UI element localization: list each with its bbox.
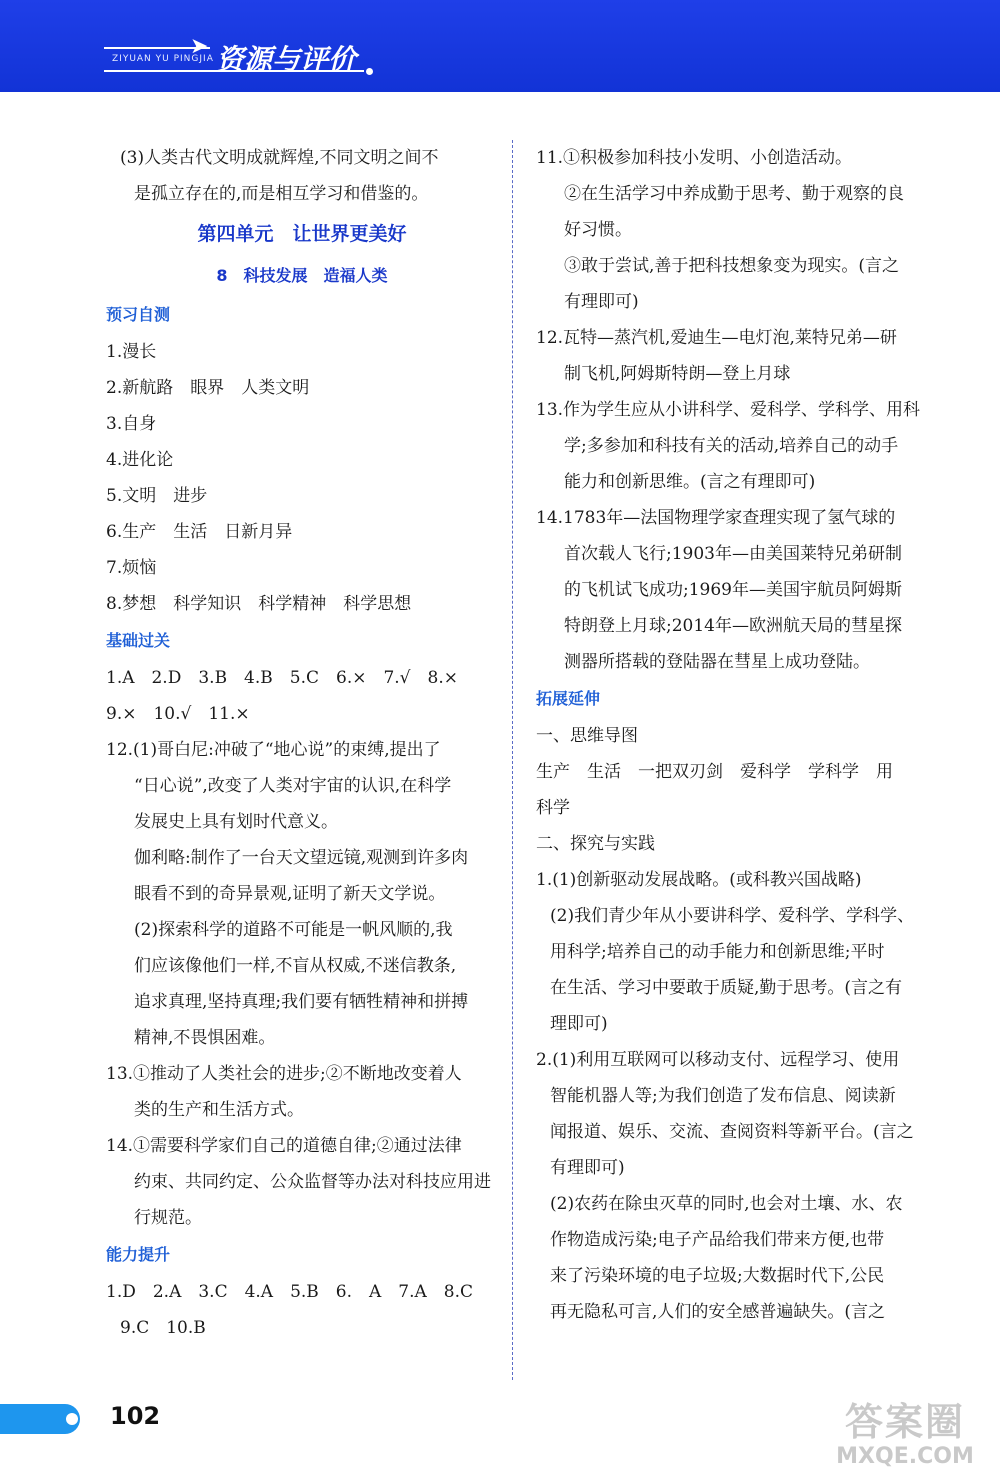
- answer-line: 好习惯。: [564, 220, 632, 240]
- arrow-icon: ➤: [190, 34, 209, 59]
- answer-line: 12.瓦特—蒸汽机,爱迪生—电灯泡,莱特兄弟—研: [536, 328, 897, 348]
- header-pinyin: ZIYUAN YU PINGJIA: [112, 54, 214, 64]
- answer-line: 1.D 2.A 3.C 4.A 5.B 6. A 7.A 8.C: [106, 1282, 474, 1302]
- answer-line: 2.新航路 眼界 人类文明: [106, 378, 310, 398]
- unit-title: 第四单元 让世界更美好: [197, 223, 407, 245]
- watermark-text: 答案圈: [844, 1400, 965, 1444]
- answer-line: 5.文明 进步: [106, 486, 208, 506]
- answer-line: 眼看不到的奇异景观,证明了新天文学说。: [134, 884, 446, 904]
- answer-line: 发展史上具有划时代意义。: [134, 812, 338, 832]
- answer-line: 11.①积极参加科技小发明、小创造活动。: [536, 148, 853, 168]
- lesson-title: 8 科技发展 造福人类: [216, 266, 388, 285]
- answer-line: 二、探究与实践: [536, 834, 655, 854]
- watermark-logo: [820, 1400, 990, 1474]
- answer-line: 约束、共同约定、公众监督等办法对科技应用进: [134, 1172, 491, 1192]
- answer-line: 2.(1)利用互联网可以移动支付、远程学习、使用: [536, 1050, 900, 1070]
- answer-line: 行规范。: [134, 1208, 202, 1228]
- answer-line: 精神,不畏惧困难。: [134, 1028, 276, 1048]
- answer-line: 智能机器人等;为我们创造了发布信息、阅读新: [550, 1086, 896, 1106]
- answer-line: 14.①需要科学家们自己的道德自律;②通过法律: [106, 1136, 462, 1156]
- answer-line: 类的生产和生活方式。: [134, 1100, 304, 1120]
- answer-line: 有理即可): [550, 1158, 625, 1178]
- column-divider: [512, 140, 513, 1380]
- answer-line: 来了污染环境的电子垃圾;大数据时代下,公民: [550, 1266, 885, 1286]
- answer-line: 首次载人飞行;1903年—由美国莱特兄弟研制: [564, 544, 902, 564]
- answer-line: 再无隐私可言,人们的安全感普遍缺失。(言之: [550, 1302, 886, 1322]
- answer-line: 8.梦想 科学知识 科学精神 科学思想: [106, 594, 412, 614]
- answer-line: 伽利略:制作了一台天文望远镜,观测到许多肉: [134, 848, 469, 868]
- right-column: [536, 140, 932, 1330]
- answer-line: 是孤立存在的,而是相互学习和借鉴的。: [134, 184, 429, 204]
- page-header-band: [0, 0, 1000, 92]
- answer-line: 用科学;培养自己的动手能力和创新思维;平时: [550, 942, 885, 962]
- section-heading: 能力提升: [106, 1245, 171, 1264]
- answer-line: (2)农药在除虫灭草的同时,也会对土壤、水、农: [550, 1194, 903, 1214]
- answer-line: 4.进化论: [106, 450, 174, 470]
- answer-line: 能力和创新思维。(言之有理即可): [564, 472, 816, 492]
- answer-line: 1.漫长: [106, 342, 157, 362]
- answer-line: 理即可): [550, 1014, 608, 1034]
- footer-dot-icon: [66, 1413, 78, 1425]
- answer-line: 的飞机试飞成功;1969年—美国宇航员阿姆斯: [564, 580, 902, 600]
- answer-line: 学;多参加和科技有关的活动,培养自己的动手: [564, 436, 899, 456]
- answer-line: 科学: [536, 798, 570, 818]
- page-number: 102: [110, 1402, 161, 1430]
- answer-line: 测器所搭载的登陆器在彗星上成功登陆。: [564, 652, 870, 672]
- answer-line: (3)人类古代文明成就辉煌,不同文明之间不: [120, 148, 439, 168]
- answer-line: 1.(1)创新驱动发展战略。(或科教兴国战略): [536, 870, 862, 890]
- answer-line: (2)我们青少年从小要讲科学、爱科学、学科学、: [550, 906, 915, 926]
- header-dot-icon: [366, 68, 373, 75]
- answer-line: 作物造成污染;电子产品给我们带来方便,也带: [550, 1230, 885, 1250]
- answer-line: 14.1783年—法国物理学家查理实现了氢气球的: [536, 508, 896, 528]
- answer-line: 13.作为学生应从小讲科学、爱科学、学科学、用科: [536, 400, 921, 420]
- watermark-url: MXQE.COM: [836, 1444, 974, 1469]
- section-heading: 拓展延伸: [536, 689, 601, 708]
- answer-line: 7.烦恼: [106, 558, 157, 578]
- answer-line: 在生活、学习中要敢于质疑,勤于思考。(言之有: [550, 978, 903, 998]
- answer-line: 有理即可): [564, 292, 639, 312]
- answer-line: 3.自身: [106, 414, 157, 434]
- section-heading: 基础过关: [106, 631, 171, 650]
- answer-line: 13.①推动了人类社会的进步;②不断地改变着人: [106, 1064, 462, 1084]
- answer-line: 12.(1)哥白尼:冲破了“地心说”的束缚,提出了: [106, 740, 441, 760]
- answer-line: 9.C 10.B: [120, 1318, 206, 1338]
- answer-line: ③敢于尝试,善于把科技想象变为现实。(言之: [564, 256, 900, 276]
- answer-line: (2)探索科学的道路不可能是一帆风顺的,我: [134, 920, 453, 940]
- answer-line: 特朗登上月球;2014年—欧洲航天局的彗星探: [564, 616, 902, 636]
- answer-line: 追求真理,坚持真理;我们要有牺牲精神和拼搏: [134, 992, 469, 1012]
- section-heading: 预习自测: [106, 305, 171, 324]
- book-title: 资源与评价: [216, 43, 357, 76]
- answer-line: 闻报道、娱乐、交流、查阅资料等新平台。(言之: [550, 1122, 914, 1142]
- answer-line: “日心说”,改变了人类对宇宙的认识,在科学: [134, 776, 452, 796]
- answer-line: 1.A 2.D 3.B 4.B 5.C 6.× 7.√ 8.×: [106, 668, 458, 688]
- answer-line: 一、思维导图: [536, 726, 638, 746]
- answer-line: 6.生产 生活 日新月异: [106, 522, 293, 542]
- left-column: [106, 140, 498, 1346]
- answer-line: 生产 生活 一把双刃剑 爱科学 学科学 用: [536, 762, 893, 782]
- answer-line: ②在生活学习中养成勤于思考、勤于观察的良: [564, 184, 904, 204]
- answer-line: 制飞机,阿姆斯特朗—登上月球: [564, 364, 791, 384]
- answer-line: 们应该像他们一样,不盲从权威,不迷信教条,: [134, 956, 457, 976]
- answer-line: 9.× 10.√ 11.×: [106, 704, 250, 724]
